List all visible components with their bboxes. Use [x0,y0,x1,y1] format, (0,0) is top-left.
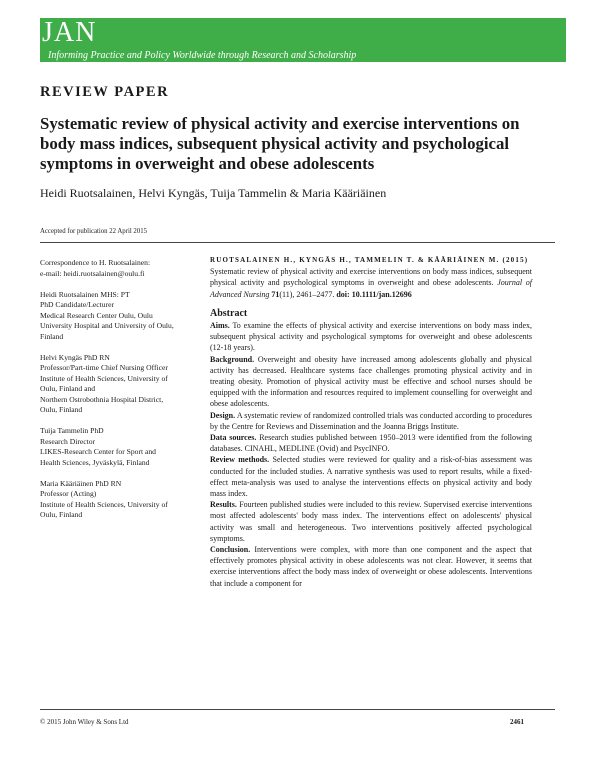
abstract-text: To examine the effects of physical activity and exercise interventions on body mass index, subsequent physical activity and psychological symptoms for overweight and obese adolescents (12-18 years). [210,321,532,353]
affiliation-line: Medical Research Center Oulu, Oulu [40,310,153,320]
abstract-label: Review methods. [210,455,270,465]
affiliation-line: Health Sciences, Jyväskylä, Finland [40,457,150,467]
copyright: © 2015 John Wiley & Sons Ltd [40,718,129,726]
affiliation-line: Maria Kääriäinen PhD RN [40,478,122,488]
abstract-label: Conclusion. [210,545,251,555]
journal-banner [40,18,566,62]
affiliation-line: Oulu, Finland [40,510,83,519]
citation-block [210,255,532,300]
affiliation-block [40,479,200,521]
affiliation-line: Institute of Health Sciences, University of [40,373,168,383]
correspondence-block [40,258,200,279]
affiliation-line: University Hospital and University of Oulu, [40,321,174,330]
abstract-label: Results. [210,500,237,510]
affiliation-line: PhD Candidate/Lecturer [40,300,115,309]
abstract-text: Selected studies were reviewed for quality and a risk-of-bias assessment was conducted for the included studies. A narrative synthesis was used to report results, while a fixed-effect meta-analysis was used to analyse the interventions effects on physical activity and body mass index. [210,455,533,499]
citation-issue-pages: (11), 2461–2477. [279,289,335,299]
abstract-paragraph [210,499,532,544]
affiliations [40,290,200,521]
affiliation-line: Professor (Acting) [40,489,97,498]
paper-title: Systematic review of physical activity and exercise interventions on body mass indices, subsequent physical activity and psychological symptoms in overweight and obese adolescents [40,114,520,173]
abstract-text: Overweight and obesity have increased among adolescents globally and physical activity has decreased. Healthcare systems face challenges promoting physical activity and in treating obesity. Promotion of physical activity must be effective and school nurses should be equipped with the information and resources required to implement counselling for overweight and obese adolescents. [210,354,533,409]
affiliation-line: Oulu, Finland [40,405,83,414]
citation-volume: 71 [271,289,280,299]
affiliation-block [40,426,200,468]
accepted-date: Accepted for publication 22 April 2015 [40,228,148,235]
affiliation-block [40,353,200,416]
affiliation-line: Helvi Kyngäs PhD RN [40,352,110,362]
author-list: Heidi Ruotsalainen, Helvi Kyngäs, Tuija Tammelin & Maria Kääriäinen [40,186,387,200]
journal-logo: JAN [42,17,97,48]
correspondence-email[interactable]: e-mail: heidi.ruotsalainen@oulu.fi [40,268,145,278]
citation-journal: Journal of Advanced Nursing [210,278,533,299]
affiliation-block [40,290,200,343]
abstract-label: Background. [210,354,255,364]
affiliation-line: Northern Ostrobothnia Hospital District, [40,394,164,404]
affiliation-line: LIKES-Research Center for Sport and [40,447,156,456]
abstract-label: Aims. [210,321,230,331]
affiliation-line: Professor/Part-time Chief Nursing Officer [40,363,168,372]
author-sidebar [40,258,200,531]
abstract-paragraph [210,354,532,410]
citation-doi[interactable]: doi: 10.1111/jan.12696 [336,289,412,299]
abstract-column [210,255,532,589]
affiliation-line: Research Director [40,436,96,446]
abstract-paragraph [210,544,532,589]
abstract-text: A systematic review of randomized controlled trials was conducted according to procedures by the Centre for Reviews and Dissemination and the Joanna Briggs Institute. [210,410,532,431]
abstract-text: Research studies published between 1950–2013 were identified from the following databases. CINAHL, MEDLINE (Ovid) and PsycINFO. [210,433,533,454]
citation-header: RUOTSALAINEN H., KYNGÄS H., TAMMELIN T. & KÄÄRIÄINEN M. (2015) [210,256,529,264]
abstract-paragraph [210,432,532,454]
abstract-paragraph [210,454,532,499]
abstract-paragraph [210,320,532,354]
correspondence-line: Correspondence to H. Ruotsalainen: [40,258,151,267]
footer-divider [40,709,555,710]
affiliation-line: Tuija Tammelin PhD [40,426,104,435]
abstract-label: Design. [210,410,236,420]
journal-tagline: Informing Practice and Policy Worldwide through Research and Scholarship [48,50,357,61]
abstract-heading: Abstract [210,307,248,319]
affiliation-line: Finland [40,331,64,341]
page-number: 2461 [510,718,524,726]
affiliation-line: Heidi Ruotsalainen MHS: PT [40,289,130,299]
abstract-text: Fourteen published studies were included to this review. Supervised exercise interventions most affected adolescents' body mass index. The interventions effect on adolescents' physical activity was small and heterogeneous. Two interventions positively affected psychological symptoms. [210,500,532,543]
header-divider [40,242,555,243]
abstract-paragraph [210,410,532,432]
affiliation-line: Oulu, Finland and [40,384,96,393]
section-label: REVIEW PAPER [40,84,170,100]
citation-text: Systematic review of physical activity and exercise interventions on body mass indices, subsequent physical activity and psychological symptoms in overweight and obese adolescents. [210,267,532,288]
abstract-body [210,320,532,589]
abstract-text: Interventions were complex, with more than one component and the aspect that effectively promotes physical activity in obese adolescents was not clear. However, it seems that exercise interventions affect the body mass index of overweight or obese adolescents. Interventions that include a component for [210,545,533,588]
abstract-label: Data sources. [210,433,257,443]
affiliation-line: Institute of Health Sciences, University of [40,499,168,509]
